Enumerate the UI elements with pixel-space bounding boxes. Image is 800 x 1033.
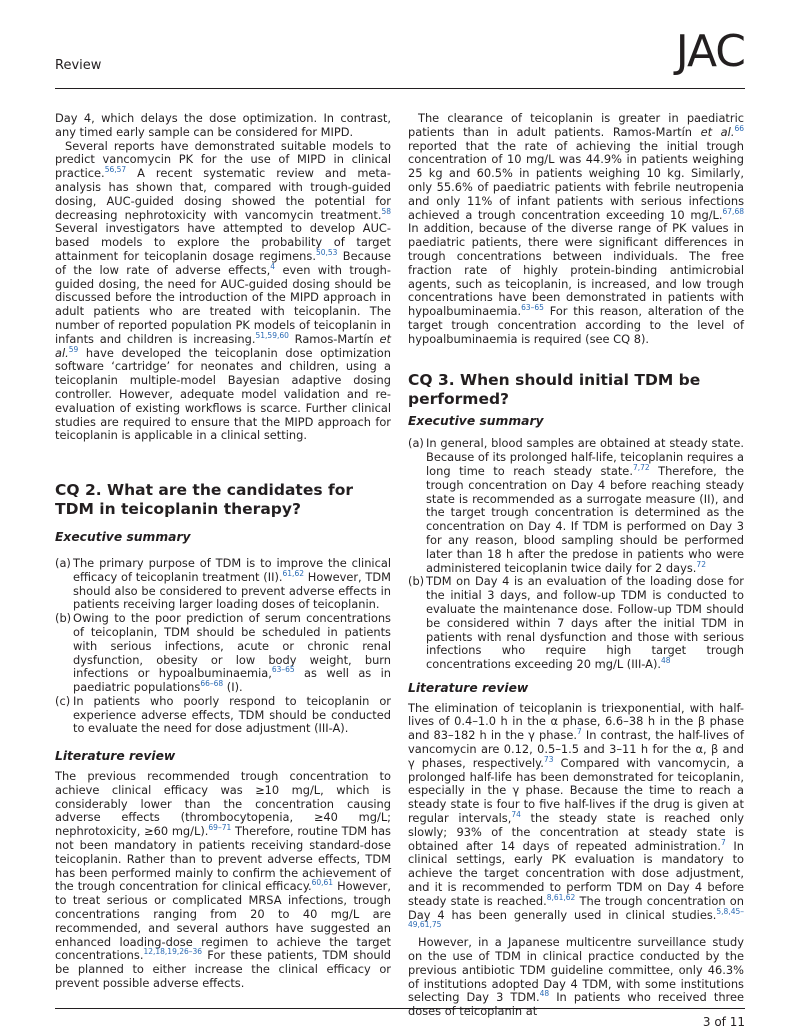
page-number: 3 of 11 [702, 1015, 745, 1029]
paragraph: However, in a Japanese multicentre surveillance study on the use of TDM in clinical practice conducted by the previous antibiotic TDM guideline committee, only 46.3% of institutions adopted Day 4 TDM, with some institutions selecting Day 3 TDM.$^{48}$ In patients who received three doses of teicoplanin at [408, 935, 744, 1019]
header-rule [55, 88, 745, 89]
paragraph: The previous recommended trough concentration to achieve clinical efficacy was ≥10 mg/L, which is considerably lower than the concentration causing adverse effects (thrombocytopenia, ≥40 mg/L; nephrotoxicity, ≥60 mg/L).$^{69-71}$ Therefore, routine TDM has not been mandatory in patients receiving standard-dose teicoplanin. Rather than to prevent adverse effects, TDM has been performed mainly to confirm the achievement of the trough concentration for clinical efficacy.$^{60,61}$ However, to treat serious or complicated MRSA infections, trough concentrations ranging from 20 to 40 mg/L are recommended, and several authors have suggested an enhanced loading-dose regimen to achieve the target concentrations.$^{12,18,19,26-36}$ For these patients, TDM should be planned to either increase the clinical efficacy or prevent possible adverse effects. [55, 769, 391, 991]
list-item: (b) TDM on Day 4 is an evaluation of the loading dose for the initial 3 days, and follow-up TDM is conducted to evaluate the maintenance dose. Follow-up TDM should be considered within 7 days after the initial TDM in patients with renal dysfunction and those with serious infections who require high target trough concentrations exceeding 20 mg/L (III-A).$^{48}$ [408, 574, 744, 672]
executive-summary-list [408, 437, 744, 672]
right-column [408, 112, 744, 1019]
paragraph: Day 4, which delays the dose optimization. In contrast, any timed early sample can be considered for MIPD. [55, 111, 391, 139]
paragraph: The elimination of teicoplanin is triexponential, with half-lives of 0.4–1.0 h in the α phase, 6.6–38 h in the β phase and 83–182 h in the γ phase.$^7$ In contrast, the half-lives of vancomycin are 0.12, 0.5–1.5 and 3–11 h for the α, β and γ phases, respectively.$^{73}$ Compared with vancomycin, a prolonged half-life has been demonstrated for teicoplanin, especially in the γ phase. Because the time to reach a steady state is four to five half-lives if the drug is given at regular intervals,$^{74}$ the steady state is reached only slowly; 93% of the concentration at steady state is obtained after 14 days of repeated administration.$^7$ In clinical settings, early PK evaluation is mandatory to achieve the target concentration with dose adjustment, and it is recommended to perform TDM on Day 4 before steady state is reached.$^{8,61,62}$ The trough concentration on Day 4 has been generally used in clinical studies.$^{5,8,45-49,61,75}$ [408, 700, 744, 930]
citation-ref[interactable]: 48 [661, 656, 671, 666]
running-header-label: Review [55, 58, 102, 73]
executive-summary-heading: Executive summary [408, 413, 544, 428]
citation-ref[interactable]: 63–65 [271, 665, 295, 675]
citation-ref[interactable]: 56,57 [104, 165, 127, 175]
citation-ref[interactable]: 5,8,45–49,61,75 [408, 906, 744, 930]
citation-ref[interactable]: 51,59,60 [255, 330, 289, 340]
left-column [55, 112, 391, 991]
citation-ref[interactable]: 4 [270, 261, 276, 271]
citation-ref[interactable]: 7 [721, 837, 726, 847]
section-heading-cq2: CQ 2. What are the candidates for TDM in teicoplanin therapy? [55, 481, 354, 519]
paragraph: The clearance of teicoplanin is greater in paediatric patients than in adult patients. Ramos-Martín et al.$^{66}$ reported that the rate of achieving the initial trough concentration of 10 mg/L was 44.9% in patients weighing 25 kg and 60.5% in patients weighing 10 kg. Similarly, only 55.6% of paediatric patients with febrile neutropenia and only 11% of infant patients with serious infections achieved a trough concentration exceeding 10 mg/L.$^{67,68}$ In addition, because of the diverse range of PK values in paediatric patients, there were significant differences in trough concentrations between individuals. The free fraction rate of highly protein-binding antimicrobial agents, such as teicoplanin, is increased, and low trough concentrations have been demonstrated in patients with hypoalbuminaemia.$^{63-65}$ For this reason, alteration of the target trough concentration according to the level of hypoalbuminaemia is required (see CQ 8). [408, 111, 744, 346]
citation-ref[interactable]: 63–65 [521, 303, 544, 313]
list-item: (a) The primary purpose of TDM is to improve the clinical efficacy of teicoplanin treatment (II).$^{61,62}$ However, TDM should also be considered to prevent adverse effects in patients receiving larger loading doses of teicoplanin. [55, 555, 391, 612]
citation-ref[interactable]: 67,68 [722, 206, 744, 216]
citation-ref[interactable]: 58 [381, 206, 391, 216]
list-item: (c) In patients who poorly respond to teicoplanin or experience adverse effects, TDM should be conducted to evaluate the need for dose adjustment (III-A). [55, 693, 391, 736]
executive-summary-heading: Executive summary [55, 530, 191, 545]
section-heading-cq3: CQ 3. When should initial TDM be performed? [408, 370, 701, 408]
list-item: (a) In general, blood samples are obtained at steady state. Because of its prolonged half-life, teicoplanin requires a long time to reach steady state.$^{7,72}$ Therefore, the trough concentration on Day 4 before reaching steady state is recommended as a surrogate measure (II), and the target trough concentration is determined as the concentration on Day 4. If TDM is performed on Day 3 for any reason, blood sampling should be performed later than 18 h after the predose in patients who were administered teicoplanin twice daily for 2 days.$^{72}$ [408, 436, 744, 575]
citation-ref[interactable]: 66–68 [200, 679, 224, 689]
journal-logo: JAC [675, 26, 745, 77]
citation-ref[interactable]: 74 [511, 810, 521, 820]
citation-ref[interactable]: 66 [734, 124, 744, 133]
citation-ref[interactable]: 48 [539, 989, 550, 999]
citation-ref[interactable]: 7 [576, 727, 582, 737]
citation-ref[interactable]: 8,61,62 [546, 893, 576, 903]
executive-summary-list [55, 557, 391, 736]
citation-ref[interactable]: 72 [696, 559, 706, 569]
citation-ref[interactable]: 50,53 [315, 248, 338, 258]
citation-ref[interactable]: 69–71 [208, 823, 232, 833]
citation-ref[interactable]: 73 [543, 755, 554, 765]
literature-review-heading: Literature review [55, 749, 176, 764]
citation-ref[interactable]: 61,62 [282, 568, 304, 578]
citation-ref[interactable]: 7,72 [632, 463, 650, 473]
citation-ref[interactable]: 12,18,19,26–36 [143, 947, 203, 957]
footer-rule [55, 1008, 745, 1009]
citation-ref[interactable]: 59 [68, 344, 79, 354]
paragraph: Several reports have demonstrated suitable models to predict vancomycin PK for the use of MIPD in clinical practice.$^{56,57}$ A recent systematic review and meta-analysis has shown that, compared with trough-guided dosing, AUC-guided dosing showed the potential for decreasing nephrotoxicity with vancomycin treatment.$^{58}$ Several investigators have attempted to develop AUC-based models to explore the probability of target attainment for teicoplanin dosage regimens.$^{50,53}$ Because of the low rate of adverse effects,$^4$ even with trough-guided dosing, the need for AUC-guided dosing should be discussed before the introduction of the MIPD approach in adult patients who are treated with teicoplanin. The number of reported population PK models of teicoplanin in infants and children is increasing.$^{51,59,60}$ Ramos-Martín et al.$^{59}$ have developed the teicoplanin dose optimization software ‘cartridge’ for neonates and children, using a teicoplanin multiple-model Bayesian adaptive dosing controller. However, adequate model validation and re-evaluation of existing workflows is scarce. Further clinical studies are required to ensure that the MIPD approach for teicoplanin is applicable in a clinical setting. [55, 138, 392, 443]
list-item: (b) Owing to the poor prediction of serum concentrations of teicoplanin, TDM should be scheduled in patients with serious infections, acute or chronic renal dysfunction, obesity or low body weight, burn infections or hypoalbuminaemia,$^{63-65}$ as well as in paediatric populations$^{66-68}$ (I). [55, 611, 391, 695]
literature-review-heading: Literature review [408, 680, 529, 695]
citation-ref[interactable]: 60,61 [311, 878, 334, 888]
